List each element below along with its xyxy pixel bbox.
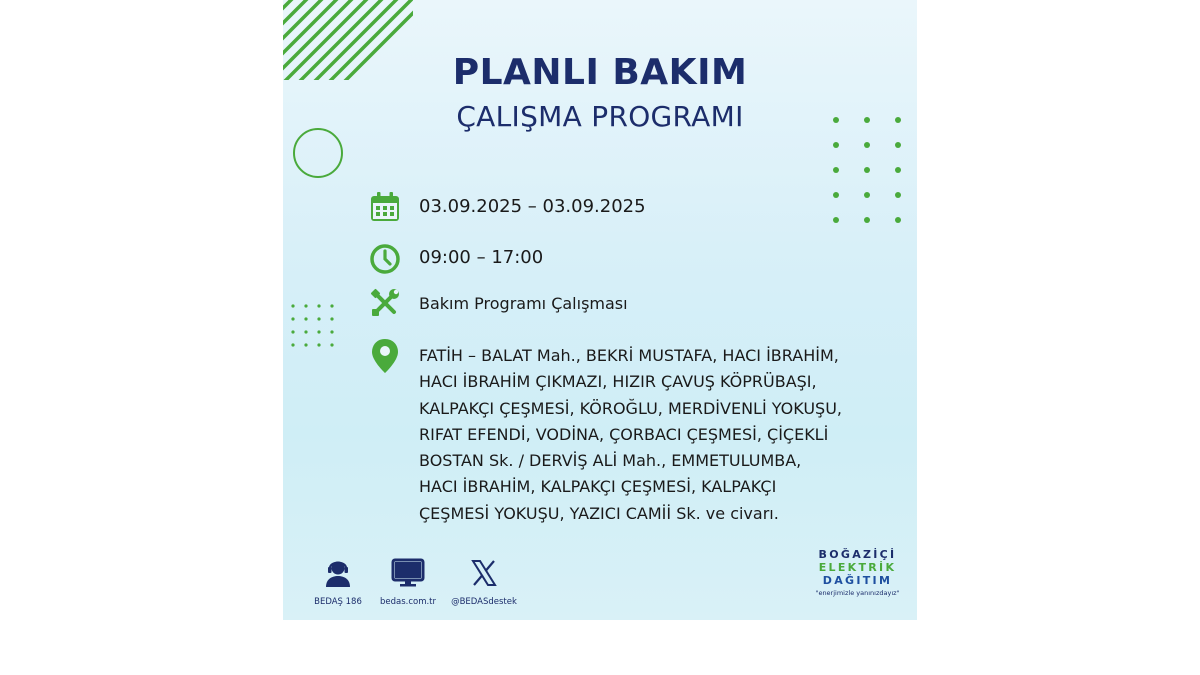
website-label: bedas.com.tr	[379, 597, 437, 607]
time-range: 09:00 – 17:00	[419, 247, 544, 268]
address-line: HACI İBRAHİM ÇIKMAZI, HIZIR ÇAVUŞ KÖPRÜBAŞI,	[419, 372, 817, 392]
work-type: Bakım Programı Çalışması	[419, 294, 628, 313]
company-logo	[815, 548, 900, 597]
social-contact[interactable]	[443, 558, 525, 607]
address-line: BOSTAN Sk. / DERVİŞ ALİ Mah., EMMETULUMBA,	[419, 451, 802, 471]
date-range: 03.09.2025 – 03.09.2025	[419, 196, 646, 217]
affected-streets	[419, 343, 909, 527]
small-dot-grid-decoration	[290, 303, 338, 353]
address-line: HACI İBRAHİM, KALPAKÇI ÇEŞMESİ, KALPAKÇI	[419, 477, 777, 497]
address-line: FATİH – BALAT Mah., BEKRİ MUSTAFA, HACI İBRAHİM,	[419, 346, 839, 365]
monitor-icon	[391, 558, 425, 588]
call-center-agent-icon	[322, 558, 354, 588]
address-line: ÇEŞMESİ YOKUŞU, YAZICI CAMİİ Sk. ve civarı.	[419, 503, 779, 523]
call-center-contact[interactable]	[303, 558, 373, 607]
tools-icon	[369, 287, 401, 319]
logo-line-2: ELEKTRİK	[818, 561, 897, 574]
logo-line-1: BOĞAZİÇİ	[818, 548, 897, 561]
logo-tagline: "enerjimizle yanınızdayız"	[815, 589, 900, 597]
announcement-card	[283, 0, 917, 620]
website-contact[interactable]	[373, 558, 443, 607]
page-title: PLANLI BAKIM	[452, 52, 748, 93]
x-logo-icon	[469, 558, 499, 588]
social-label: @BEDASdestek	[451, 597, 517, 607]
circle-decoration	[293, 128, 343, 178]
location-pin-icon	[369, 337, 401, 375]
address-line: KALPAKÇI ÇEŞMESİ, KÖROĞLU, MERDİVENLİ YOKUŞU,	[419, 398, 842, 418]
logo-line-3: DAĞITIM	[822, 574, 893, 587]
page-subtitle: ÇALIŞMA PROGRAMI	[456, 100, 744, 133]
call-center-label: BEDAŞ 186	[314, 597, 362, 607]
clock-icon	[369, 243, 401, 275]
calendar-icon	[369, 191, 401, 223]
address-line: RIFAT EFENDİ, VODİNA, ÇORBACI ÇEŞMESİ, ÇİÇEKLİ	[419, 424, 829, 444]
